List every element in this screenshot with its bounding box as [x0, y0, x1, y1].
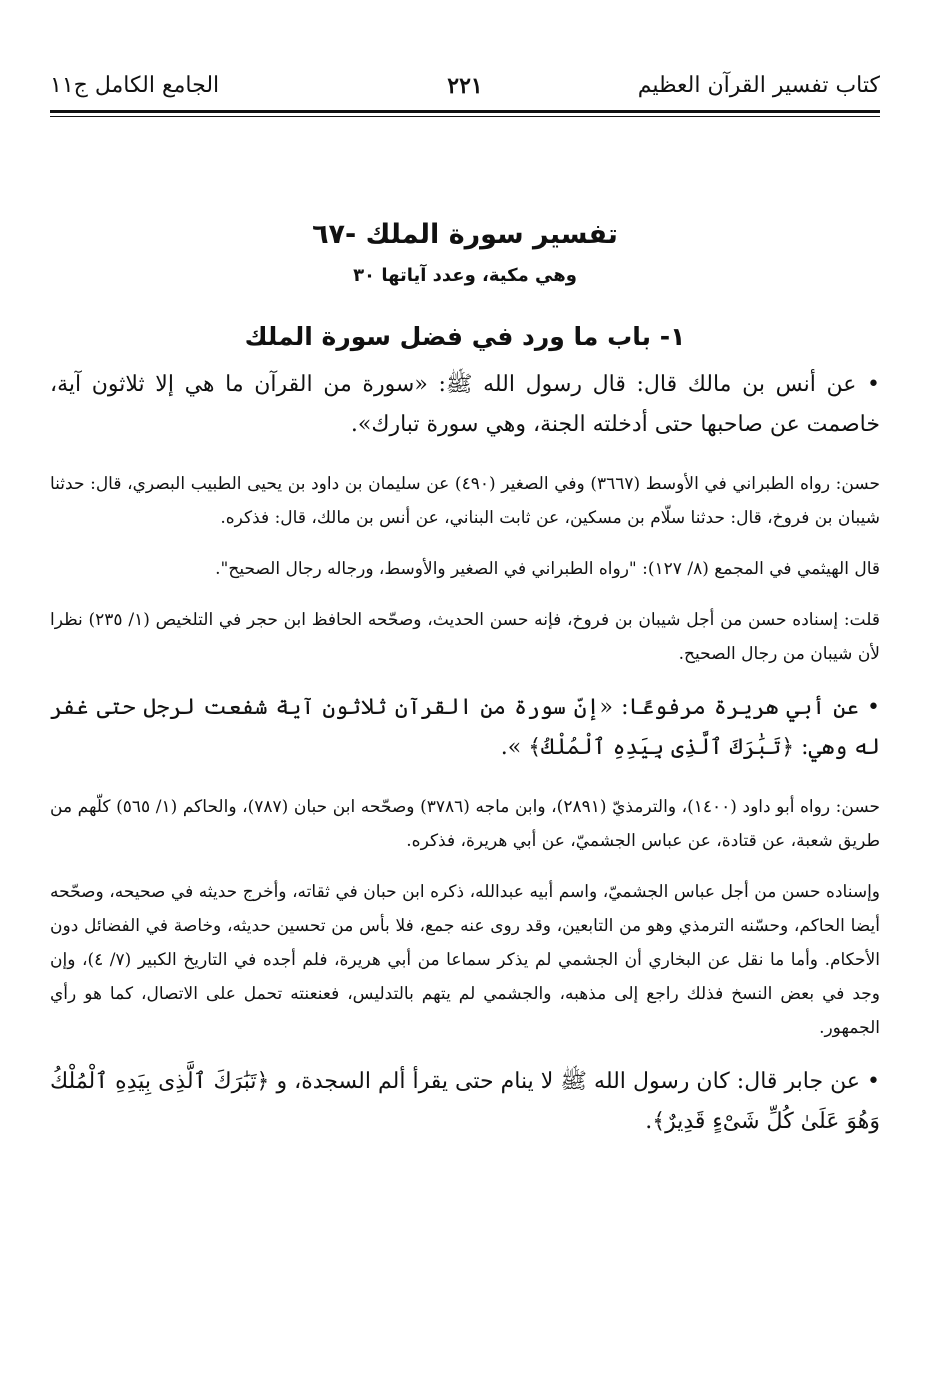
haythami-note: قال الهيثمي في المجمع (٨/ ١٢٧): "رواه الطبراني في الصغير والأوسط، ورجاله رجال الصحيح". [215, 559, 880, 579]
header-rule-thin [50, 116, 880, 117]
hadith-anas: • عن أنس بن مالك قال: قال رسول الله ﷺ: «سورة من القرآن ما هي إلا ثلاثون آية، خاصمت عن صاحبها حتى أدخلته الجنة، وهي سورة تبارك». [50, 372, 880, 437]
grading-note-abu-hurayra: حسن: رواه أبو داود (١٤٠٠)، والترمذيّ (٢٨٩١)، وابن ماجه (٣٧٨٦) وصحّحه ابن حبان (٧٨٧)، والحاكم (١/ ٥٦٥) كلّهم من طريق شعبة، عن قتادة، عن عباس الجشميّ، عن أبي هريرة، فذكره. [50, 797, 880, 851]
header-rule-thick [50, 110, 880, 113]
hadith-abu-hurayra: • عن أبي هريرة مرفوعًا: «إنّ سورة من القرآن ثلاثون آية شفعت لرجل حتى غفر له وهي: ﴿تَبَٰرَكَ ٱلَّذِى بِيَدِهِ ٱلْمُلْكُ﴾ ». [50, 695, 880, 760]
chapter-subtitle: وهي مكية، وعدد آياتها ٣٠ [353, 265, 577, 286]
chapter-title: تفسير سورة الملك -٦٧ [312, 219, 618, 250]
running-book-title: كتاب تفسير القرآن العظيم [637, 73, 880, 98]
book-page [50, 66, 880, 1164]
section-heading: ١- باب ما ورد في فضل سورة الملك [244, 322, 686, 351]
page-number: ٢٢١ [447, 73, 483, 99]
running-collection-title: الجامع الكامل ج١١ [50, 73, 220, 98]
author-note-abu-hurayra: وإسناده حسن من أجل عباس الجشميّ، واسم أبيه عبدالله، ذكره ابن حبان في ثقاته، وأخرج حديثه في صحيحه، وصحّحه أيضا الحاكم، وحسّنه الترمذي وهو من التابعين، وقد روى عنه جمع، فلا بأس من تحسين حديثه، وخاصة في الفضائل دون الأحكام. وأما ما نقل عن البخاري أن الجشمي لم يذكر سماعا من أبي هريرة، فلم أجده في التاريخ الكبير (٧/ ٤)، وإن وجد في بعض النسخ فذلك راجع إلى مذهبه، والجشمي لم يتهم بالتدليس، فعنعنته تحمل على الاتصال، كما هو رأي الجمهور. [50, 882, 880, 1038]
grading-note-anas: حسن: رواه الطبراني في الأوسط (٣٦٦٧) وفي الصغير (٤٩٠) عن سليمان بن داود بن يحيى الطبيب البصري، قال: حدثنا شيبان بن فروخ، قال: حدثنا سلّام بن مسكين، عن ثابت البناني، عن أنس بن مالك، قال: فذكره. [50, 474, 880, 528]
author-note-anas: قلت: إسناده حسن من أجل شيبان بن فروخ، فإنه حسن الحديث، وصحّحه الحافظ ابن حجر في التلخيص (١/ ٢٣٥) نظرا لأن شيبان من رجال الصحيح. [50, 610, 880, 664]
page-header [50, 66, 880, 106]
hadith-jabir: • عن جابر قال: كان رسول الله ﷺ لا ينام حتى يقرأ ألم السجدة، و ﴿تَبَٰرَكَ ٱلَّذِى بِيَدِهِ ٱلْمُلْكُ وَهُوَ عَلَىٰ كُلِّ شَىْءٍ قَدِيرٌ﴾. [50, 1069, 880, 1134]
